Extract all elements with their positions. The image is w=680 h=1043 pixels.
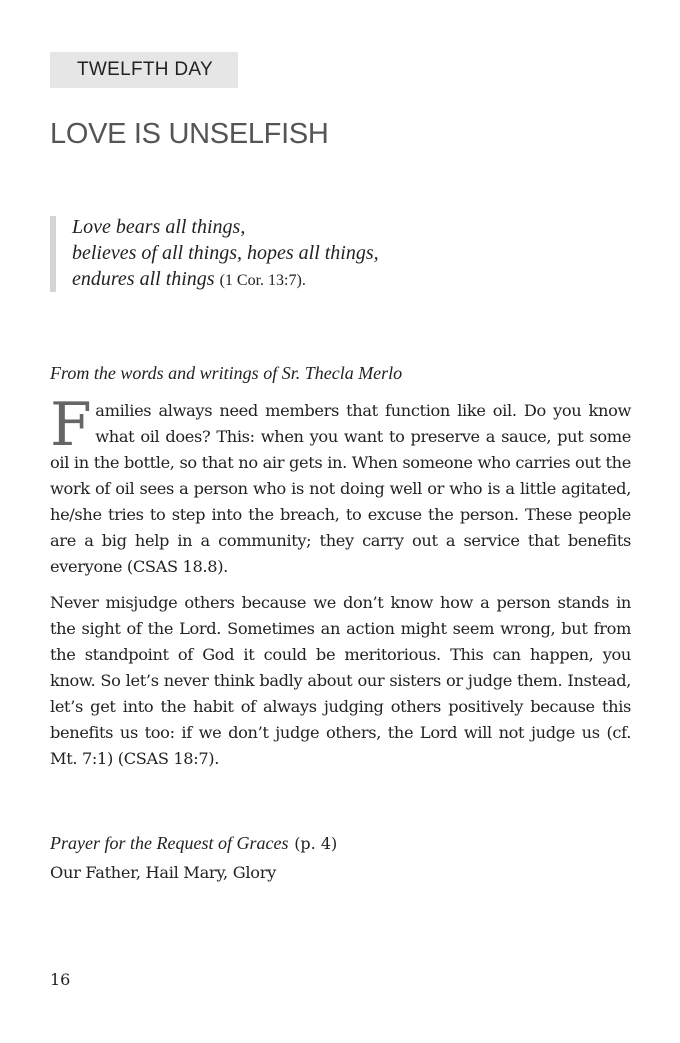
quote-reference: (1 Cor. 13:7). — [219, 272, 306, 289]
drop-cap: F — [50, 390, 92, 460]
page-title: LOVE IS UNSELFISH — [50, 118, 329, 150]
prayer-page-ref: (p. 4) — [294, 834, 338, 853]
scripture-quote — [50, 214, 630, 294]
quote-bar — [50, 216, 56, 292]
prayers-list: Our Father, Hail Mary, Glory — [50, 863, 276, 882]
paragraph-2: Never misjudge others because we don’t know how a person stands in the sight of the Lord. Sometimes an action might seem wrong, but from the standpoint of God it could be meritorious. This can happen, you know. So let’s never think badly about our sisters or judge them. Instead, let’s get into the habit of always judging others positively because this benefits us too: if we don’t judge others, the Lord will not judge us (cf. Mt. 7:1) (CSAS 18:7). — [50, 593, 631, 768]
page-number: 16 — [50, 970, 71, 989]
quote-text — [72, 214, 630, 294]
day-label: TWELFTH DAY — [77, 59, 213, 80]
quote-line-3: endures all things — [72, 268, 215, 290]
day-banner — [50, 52, 238, 88]
source-heading: From the words and writings of Sr. Thecla Merlo — [50, 363, 403, 383]
prayer-heading — [50, 828, 337, 859]
body-text — [50, 390, 631, 782]
paragraph-1 — [50, 390, 631, 580]
quote-line-1: Love bears all things, — [72, 216, 246, 238]
paragraph-1-text: amilies always need members that function like oil. Do you know what oil does? This: when you want to preserve a sauce, put some oil in the bottle, so that no air gets in. When someone who carries out the work of oil sees a person who is not doing well or who is a little agitated, he/she tries to step into the breach, to excuse the person. These people are a big help in a community; they carry out a service that benefits everyone (CSAS 18.8). — [50, 401, 631, 576]
prayer-title: Prayer for the Request of Graces — [50, 833, 289, 853]
quote-line-2: believes of all things, hopes all things, — [72, 242, 379, 264]
